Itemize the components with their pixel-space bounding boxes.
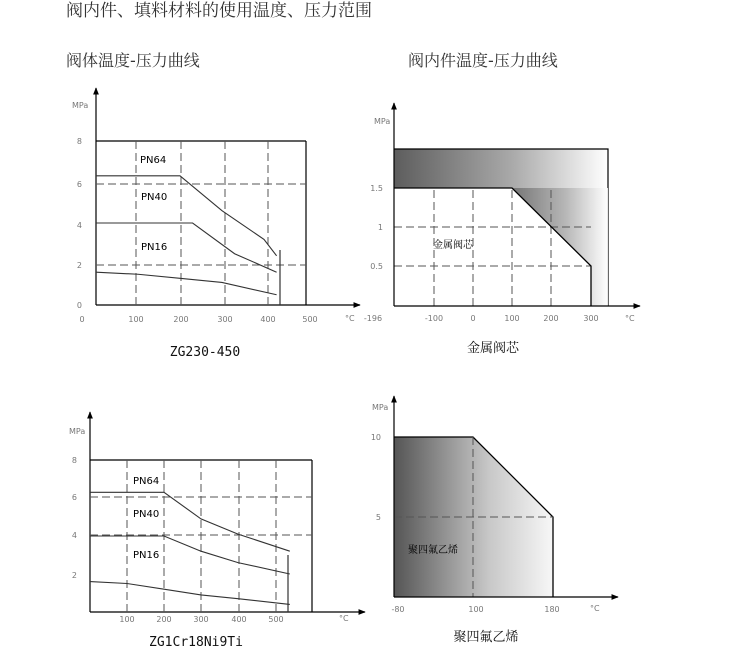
x-tick-label: -80 (391, 605, 405, 614)
x-axis-unit: °C (345, 314, 355, 323)
series-line-pn16 (90, 582, 290, 605)
x-tick-label: 500 (302, 315, 318, 324)
y-tick-label: 1 (377, 223, 383, 232)
y-axis-unit: MPa (72, 101, 89, 110)
x-tick-label: 400 (260, 315, 276, 324)
left-section-title: 阀体温度-压力曲线 (66, 51, 200, 70)
y-tick-label: 10 (370, 433, 381, 442)
x-tick-label: 400 (231, 615, 247, 624)
x-tick-label: 200 (543, 314, 559, 323)
y-tick-label: 0 (76, 301, 82, 310)
x-tick-label: -100 (424, 314, 444, 323)
y-tick-label: 6 (76, 180, 82, 189)
y-tick-label: 4 (76, 221, 82, 230)
series-line-pn64 (90, 492, 290, 551)
x-axis-unit: °C (590, 604, 600, 613)
x-axis-unit: °C (339, 614, 349, 623)
series-line-pn16 (96, 272, 277, 295)
x-tick-label: 300 (583, 314, 599, 323)
x-tick-label: 100 (504, 314, 520, 323)
x-tick-label: 100 (119, 615, 135, 624)
x-tick-label: 200 (173, 315, 189, 324)
chart-ptfe (371, 396, 618, 645)
x-tick-label: 300 (193, 615, 209, 624)
series-label-pn40: PN40 (133, 509, 160, 520)
y-tick-label: 1.5 (370, 184, 383, 193)
series-label-pn16: PN16 (133, 550, 160, 561)
y-tick-label: 8 (71, 456, 77, 465)
x-tick-label: 100 (128, 315, 144, 324)
y-tick-label: 2 (76, 261, 82, 270)
series-line-pn64 (96, 176, 277, 256)
page-title: 阀内件、填料材料的使用温度、压力范围 (66, 1, 372, 21)
series-label-pn40: PN40 (141, 192, 168, 203)
chart-zg1cr18ni9ti (69, 412, 365, 650)
y-tick-label: 6 (71, 493, 77, 502)
series-label-ptfe: 聚四氟乙烯 (408, 545, 458, 556)
y-tick-label: 5 (375, 513, 381, 522)
x-tick-label: 300 (217, 315, 233, 324)
y-axis-unit: MPa (374, 117, 391, 126)
series-label-pn64: PN64 (133, 476, 160, 487)
y-axis-unit: MPa (372, 403, 389, 412)
chart-caption: 聚四氟乙烯 (453, 630, 519, 645)
chart-caption: ZG1Cr18Ni9Ti (149, 635, 243, 650)
series-label-metal: 金属阀芯 (433, 240, 473, 251)
chart-caption: 金属阀芯 (466, 341, 520, 356)
series-label-pn16: PN16 (141, 242, 168, 253)
x-tick-label: 500 (268, 615, 284, 624)
x-axis-unit: °C (625, 314, 635, 323)
y-tick-label: 0.5 (370, 262, 383, 271)
gradient-region (512, 188, 608, 306)
x-tick-label: 200 (156, 615, 172, 624)
y-axis-unit: MPa (69, 427, 86, 436)
right-section-title: 阀内件温度-压力曲线 (408, 51, 558, 70)
x-tick-label: 0 (79, 315, 85, 324)
chart-caption: ZG230-450 (169, 345, 241, 360)
max-pressure-band (394, 149, 608, 188)
y-tick-label: 4 (71, 531, 77, 540)
y-tick-label: 2 (71, 571, 77, 580)
x-tick-label: -196 (363, 314, 383, 323)
series-label-pn64: PN64 (140, 155, 167, 166)
chart-metal-core (364, 103, 640, 356)
x-tick-label: 180 (544, 605, 560, 614)
y-tick-label: 8 (76, 137, 82, 146)
x-tick-label: 100 (468, 605, 484, 614)
chart-zg230 (72, 88, 360, 360)
x-tick-label: 0 (470, 314, 476, 323)
